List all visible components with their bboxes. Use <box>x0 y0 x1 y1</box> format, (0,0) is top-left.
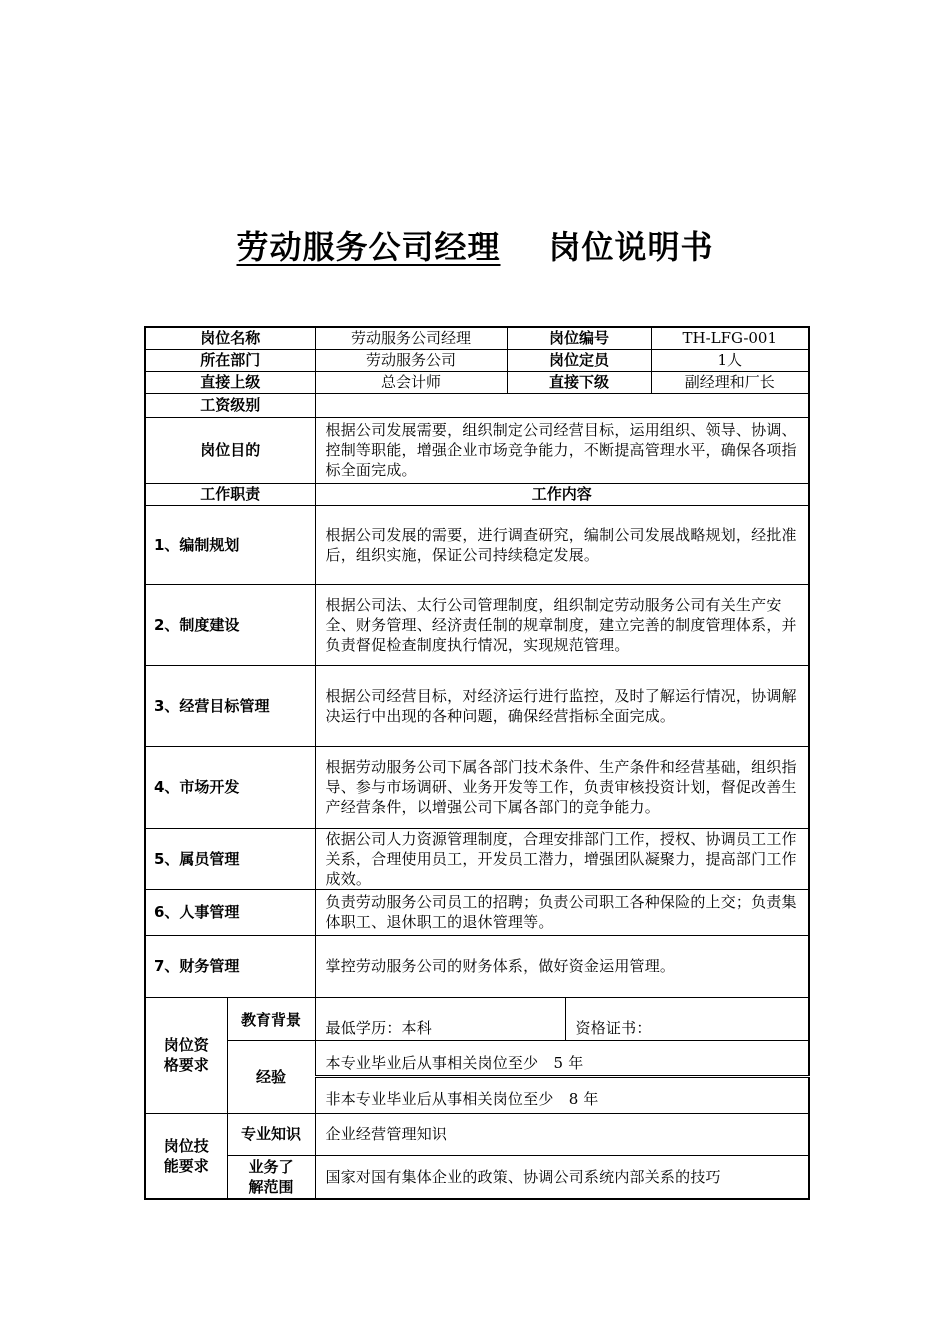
duty-label: 4、市场开发 <box>145 746 315 828</box>
duty-label: 3、经营目标管理 <box>145 665 315 746</box>
subordinate-label: 直接下级 <box>507 371 651 393</box>
duty-text: 依据公司人力资源管理制度，合理安排部门工作，授权、协调员工工作关系，合理使用员工，开发员工潜力，增强团队凝聚力，提高部门工作成效。 <box>315 828 809 889</box>
duty-label: 7、财务管理 <box>145 935 315 997</box>
duty-label: 6、人事管理 <box>145 889 315 935</box>
knowledge-label: 专业知识 <box>227 1113 315 1155</box>
position-name-value: 劳动服务公司经理 <box>315 327 507 349</box>
duty-text: 根据公司法、太行公司管理制度，组织制定劳动服务公司有关生产安全、财务管理、经济责任制的规章制度，建立完善的制度管理体系，并负责督促检查制度执行情况，实现规范管理。 <box>315 584 809 665</box>
row-knowledge <box>145 1113 809 1155</box>
department-label: 所在部门 <box>145 349 315 371</box>
quota-value: 1人 <box>651 349 809 371</box>
certificate-value: 资格证书： <box>565 997 809 1040</box>
duty-row <box>145 889 809 935</box>
duty-text: 负责劳动服务公司员工的招聘；负责公司职工各种保险的上交；负责集体职工、退休职工的退休管理等。 <box>315 889 809 935</box>
row-duties-header <box>145 483 809 505</box>
department-value: 劳动服务公司 <box>315 349 507 371</box>
business-value: 国家对国有集体企业的政策、协调公司系统内部关系的技巧 <box>315 1155 809 1199</box>
knowledge-value: 企业经营管理知识 <box>315 1113 809 1155</box>
duty-row <box>145 505 809 584</box>
row-business <box>145 1155 809 1199</box>
education-value: 最低学历：本科 <box>315 997 565 1040</box>
purpose-label: 岗位目的 <box>145 417 315 483</box>
row-experience-1 <box>145 1040 809 1076</box>
row-purpose <box>145 417 809 483</box>
document-title <box>0 222 950 268</box>
duty-label: 2、制度建设 <box>145 584 315 665</box>
duty-text: 根据公司发展的需要，进行调查研究，编制公司发展战略规划，经批准后，组织实施，保证公司持续稳定发展。 <box>315 505 809 584</box>
job-description-table <box>144 326 810 1200</box>
duties-header-left: 工作职责 <box>145 483 315 505</box>
experience-2: 非本专业毕业后从事相关岗位至少 8 年 <box>315 1076 809 1113</box>
position-code-value: TH-LFG-001 <box>651 327 809 349</box>
row-position-name <box>145 327 809 349</box>
quota-label: 岗位定员 <box>507 349 651 371</box>
duties-header-right: 工作内容 <box>315 483 809 505</box>
superior-value: 总会计师 <box>315 371 507 393</box>
duty-text: 掌控劳动服务公司的财务体系，做好资金运用管理。 <box>315 935 809 997</box>
title-position: 劳动服务公司经理 <box>236 228 501 266</box>
row-education <box>145 997 809 1040</box>
duty-row <box>145 746 809 828</box>
duty-text: 根据劳动服务公司下属各部门技术条件、生产条件和经营基础，组织指导、参与市场调研、业务开发等工作，负责审核投资计划，督促改善生产经营条件，以增强公司下属各部门的竞争能力。 <box>315 746 809 828</box>
duty-row <box>145 935 809 997</box>
duty-label: 1、编制规划 <box>145 505 315 584</box>
business-label: 业务了解范围 <box>227 1155 315 1199</box>
row-superior <box>145 371 809 393</box>
position-name-label: 岗位名称 <box>145 327 315 349</box>
purpose-text: 根据公司发展需要，组织制定公司经营目标，运用组织、领导、协调、控制等职能，增强企业市场竞争能力，不断提高管理水平，确保各项指标全面完成。 <box>315 417 809 483</box>
duty-row <box>145 584 809 665</box>
title-doc: 岗位说明书 <box>548 228 714 266</box>
salary-grade-value <box>315 393 809 417</box>
subordinate-value: 副经理和厂长 <box>651 371 809 393</box>
position-code-label: 岗位编号 <box>507 327 651 349</box>
row-salary-grade <box>145 393 809 417</box>
experience-label: 经验 <box>227 1040 315 1113</box>
duty-text: 根据公司经营目标，对经济运行进行监控，及时了解运行情况，协调解决运行中出现的各种问题，确保经营指标全面完成。 <box>315 665 809 746</box>
salary-grade-label: 工资级别 <box>145 393 315 417</box>
skills-label: 岗位技能要求 <box>145 1113 227 1199</box>
superior-label: 直接上级 <box>145 371 315 393</box>
row-department <box>145 349 809 371</box>
duty-row <box>145 828 809 889</box>
qualification-label: 岗位资格要求 <box>145 997 227 1113</box>
duty-label: 5、属员管理 <box>145 828 315 889</box>
education-label: 教育背景 <box>227 997 315 1040</box>
experience-1: 本专业毕业后从事相关岗位至少 5 年 <box>315 1040 809 1076</box>
duty-row <box>145 665 809 746</box>
